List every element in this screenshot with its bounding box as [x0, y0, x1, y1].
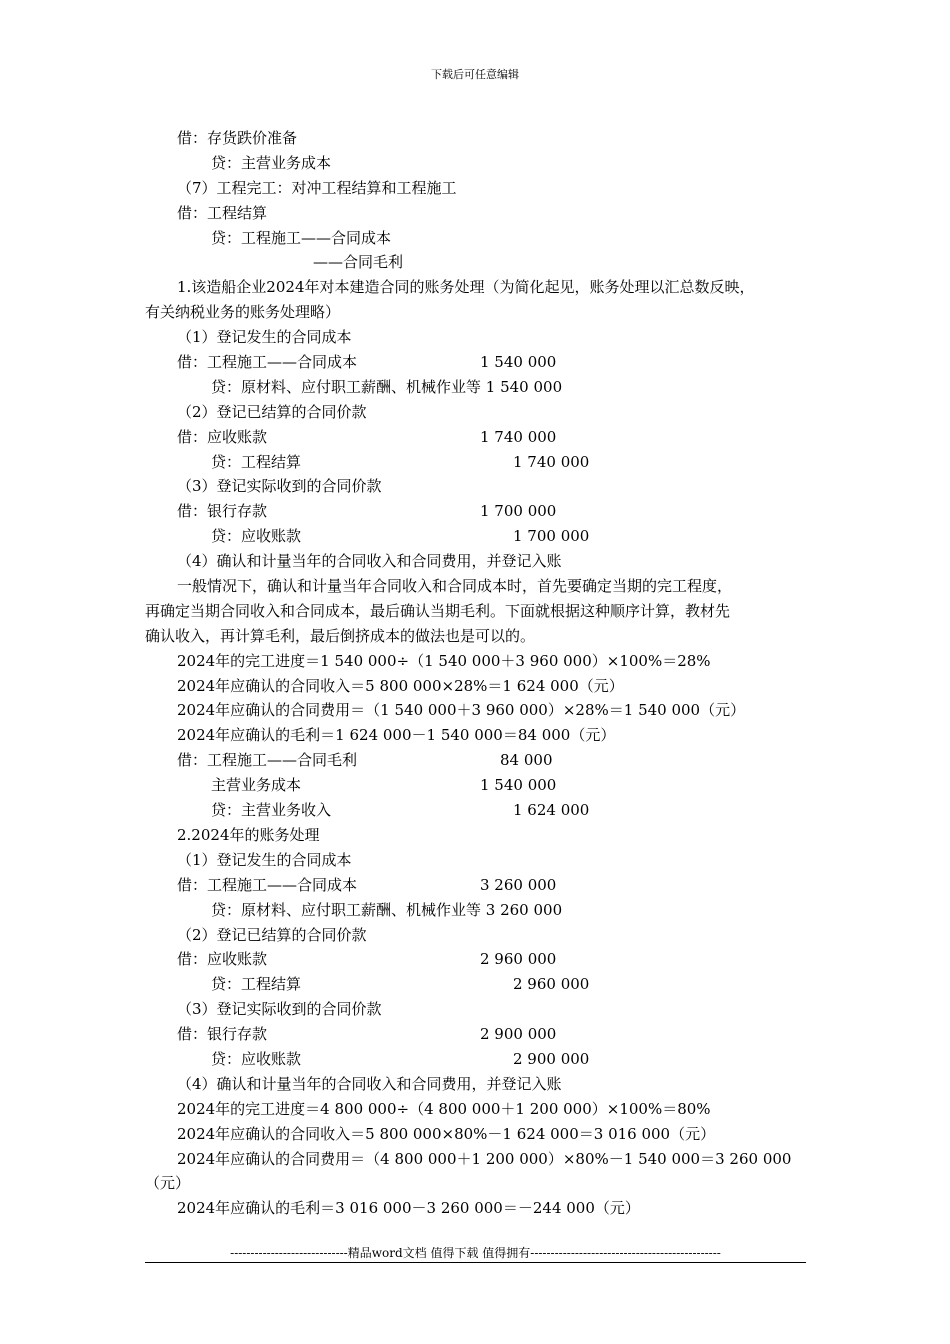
text-line: 贷：主营业务成本	[211, 153, 332, 172]
entry-amount: 1 540 000	[480, 776, 557, 795]
entry-amount: 2 960 000	[480, 950, 557, 969]
text-line: ——合同毛利	[313, 253, 404, 272]
entry-line	[145, 947, 810, 972]
entry-account: 借：银行存款	[177, 502, 268, 521]
text-line: 2024年的完工进度＝1 540 000÷（1 540 000＋3 960 000）×100%＝28%	[177, 651, 711, 670]
entry-line	[145, 499, 810, 524]
entry-account: 主营业务成本	[211, 776, 302, 795]
entry-account: 贷：工程结算	[211, 975, 302, 994]
text-line: （1）登记发生的合同成本	[177, 328, 352, 347]
text-line: （4）确认和计量当年的合同收入和合同费用，并登记入账	[177, 1074, 562, 1093]
entry-account: 借：应收账款	[177, 950, 268, 969]
text-line: （元）	[145, 1174, 191, 1193]
text-line: 确认收入，再计算毛利，最后倒挤成本的做法也是可以的。	[145, 626, 536, 645]
entry-account: 贷：应收账款	[211, 1049, 302, 1068]
text-line: 2024年应确认的合同收入＝5 800 000×80%－1 624 000＝3 016 000（元）	[177, 1124, 716, 1143]
text-line: 贷：工程施工——合同成本	[211, 228, 392, 247]
text-line: 2024年应确认的毛利＝1 624 000－1 540 000＝84 000（元）	[177, 726, 616, 745]
text-line: 2024年应确认的毛利＝3 016 000－3 260 000＝－244 000（元）	[177, 1199, 640, 1218]
entry-line	[145, 1022, 810, 1047]
text-line: 2024年应确认的合同收入＝5 800 000×28%＝1 624 000（元）	[177, 676, 624, 695]
entry-line	[145, 798, 810, 823]
page-footer: -----------------------------精品word文档 值得下载 值得拥有-----------------------------------------------	[230, 1246, 721, 1260]
text-line: 2024年的完工进度＝4 800 000÷（4 800 000＋1 200 000）×100%＝80%	[177, 1099, 711, 1118]
entry-line	[145, 425, 810, 450]
text-line: （1）登记发生的合同成本	[177, 850, 352, 869]
entry-account: 借：工程施工——合同成本	[177, 875, 358, 894]
entry-account: 借：银行存款	[177, 1025, 268, 1044]
text-line: 1.该造船企业2024年对本建造合同的账务处理（为简化起见，账务处理以汇总数反映，	[177, 278, 755, 297]
text-line: 一般情况下，确认和计量当年合同收入和合同成本时，首先要确定当期的完工程度，	[177, 577, 733, 596]
entry-account: 借：工程施工——合同毛利	[177, 751, 358, 770]
entry-account: 借：应收账款	[177, 427, 268, 446]
entry-amount: 2 900 000	[513, 1049, 590, 1068]
entry-account: 贷：工程结算	[211, 452, 302, 471]
entry-amount: 3 260 000	[480, 875, 557, 894]
entry-line	[145, 873, 810, 898]
text-line: 有关纳税业务的账务处理略）	[145, 303, 341, 322]
text-line: （4）确认和计量当年的合同收入和合同费用，并登记入账	[177, 552, 562, 571]
entry-amount: 84 000	[500, 751, 553, 770]
entry-amount: 1 540 000	[480, 353, 557, 372]
entry-account: 贷：主营业务收入	[211, 801, 332, 820]
entry-amount: 1 740 000	[480, 427, 557, 446]
entry-line	[145, 1047, 810, 1072]
entry-amount: 1 700 000	[513, 527, 590, 546]
entry-line	[145, 524, 810, 549]
page-header: 下载后可任意编辑	[431, 68, 519, 81]
entry-line	[145, 748, 810, 773]
entry-line	[145, 450, 810, 475]
footer-rule	[145, 1262, 806, 1263]
text-line: 贷：原材料、应付职工薪酬、机械作业等 1 540 000	[211, 377, 563, 396]
entry-account: 借：工程施工——合同成本	[177, 353, 358, 372]
text-line: （3）登记实际收到的合同价款	[177, 477, 382, 496]
entry-line	[145, 350, 810, 375]
entry-amount: 2 960 000	[513, 975, 590, 994]
text-line: 再确定当期合同收入和合同成本，最后确认当期毛利。下面就根据这种顺序计算，教材先	[145, 601, 731, 620]
text-line: 借：工程结算	[177, 203, 268, 222]
entry-amount: 2 900 000	[480, 1025, 557, 1044]
entry-amount: 1 700 000	[480, 502, 557, 521]
entry-account: 贷：应收账款	[211, 527, 302, 546]
entry-amount: 1 740 000	[513, 452, 590, 471]
text-line: 2024年应确认的合同费用＝（1 540 000＋3 960 000）×28%＝1 540 000（元）	[177, 701, 746, 720]
text-line: （3）登记实际收到的合同价款	[177, 1000, 382, 1019]
text-line: 2024年应确认的合同费用＝（4 800 000＋1 200 000）×80%－1 540 000＝3 260 000	[177, 1149, 792, 1168]
entry-line	[145, 773, 810, 798]
entry-line	[145, 972, 810, 997]
entry-amount: 1 624 000	[513, 801, 590, 820]
text-line: （2）登记已结算的合同价款	[177, 402, 367, 421]
text-line: 2.2024年的账务处理	[177, 825, 320, 844]
text-line: （2）登记已结算的合同价款	[177, 925, 367, 944]
text-line: （7）工程完工：对冲工程结算和工程施工	[177, 178, 457, 197]
text-line: 贷：原材料、应付职工薪酬、机械作业等 3 260 000	[211, 900, 563, 919]
document-body	[145, 126, 810, 1221]
text-line: 借：存货跌价准备	[177, 129, 298, 147]
